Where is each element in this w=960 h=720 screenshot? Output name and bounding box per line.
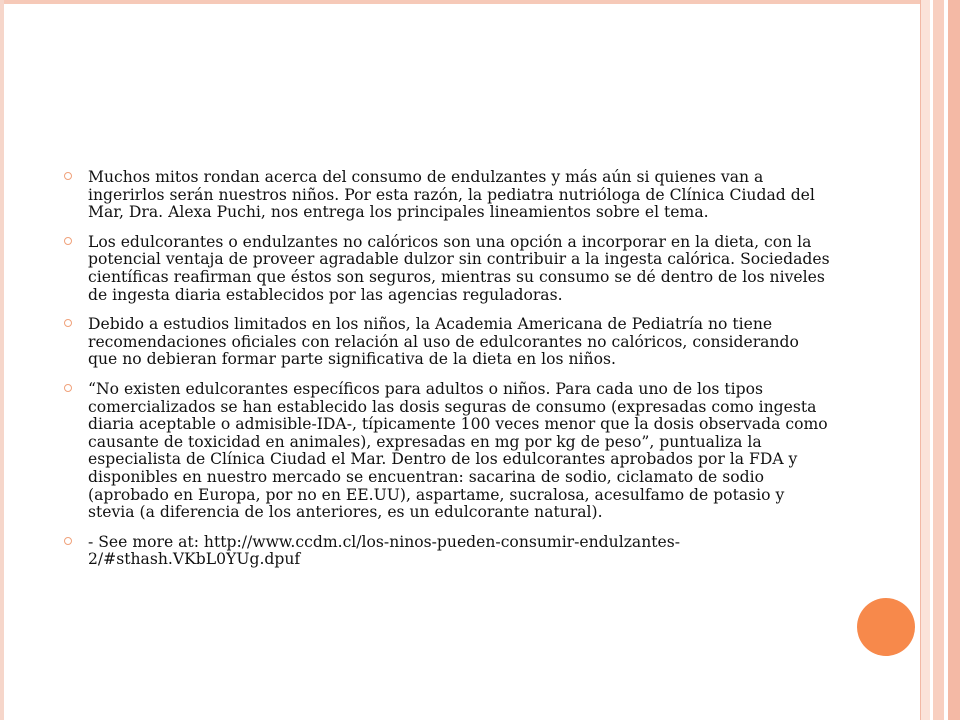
- stripe-3: [948, 0, 960, 720]
- bullet-circle-icon: [64, 172, 72, 180]
- bullet-item: [62, 169, 832, 222]
- stripe-2: [933, 0, 944, 720]
- stripe-1: [921, 0, 930, 720]
- bullet-item-source-link[interactable]: [62, 534, 832, 569]
- bullet-circle-icon: [64, 319, 72, 327]
- slide-top-border: [0, 0, 920, 4]
- bullet-text: “No existen edulcorantes específicos para adultos o niños. Para cada uno de los tipos comercializados se han establecido las dosis seguras de consumo (expresadas como ingesta diaria aceptable o admisible-IDA-, típicamente 100 veces menor que la dosis observada como causante de toxicidad en animales), expresadas en mg por kg de peso”, puntualiza la especialista de Clínica Ciudad el Mar. Dentro de los edulcorantes aprobados por la FDA y disponibles en nuestro mercado se encuentran: sacarina de sodio, ciclamato de sodio (aprobado en Europa, por no en EE.UU), aspartame, sucralosa, acesulfamo de potasio y stevia (a diferencia de los anteriores, es un edulcorante natural).: [88, 379, 828, 522]
- bullet-item: [62, 234, 832, 304]
- bullet-text: Debido a estudios limitados en los niños, la Academia Americana de Pediatría no tiene recomendaciones oficiales con relación al uso de edulcorantes no calóricos, considerando que no debieran formar parte significativa de la dieta en los niños.: [88, 315, 799, 369]
- bullet-text: Los edulcorantes o endulzantes no calóricos son una opción a incorporar en la dieta, con la potencial ventaja de proveer agradable dulzor sin contribuir a la ingesta calórica. Sociedades científicas reafirman que éstos son seguros, mientras su consumo se dé dentro de los niveles de ingesta diaria establecidos por las agencias reguladoras.: [88, 232, 830, 304]
- slide-body: [62, 169, 832, 581]
- accent-circle: [857, 598, 915, 656]
- bullet-item: [62, 316, 832, 369]
- bullet-text: Muchos mitos rondan acerca del consumo de endulzantes y más aún si quienes van a ingerirlos serán nuestros niños. Por esta razón, la pediatra nutrióloga de Clínica Ciudad del Mar, Dra. Alexa Puchi, nos entrega los principales lineamientos sobre el tema.: [88, 168, 815, 222]
- source-link-text[interactable]: - See more at: http://www.ccdm.cl/los-ninos-pueden-consumir-endulzantes-2/#sthash.VKbL0YUg.dpuf: [88, 532, 681, 569]
- decorative-stripes: [921, 0, 960, 720]
- bullet-item: [62, 381, 832, 522]
- bullet-circle-icon: [64, 237, 72, 245]
- bullet-circle-icon: [64, 537, 72, 545]
- slide-left-border: [0, 0, 4, 720]
- bullet-circle-icon: [64, 384, 72, 392]
